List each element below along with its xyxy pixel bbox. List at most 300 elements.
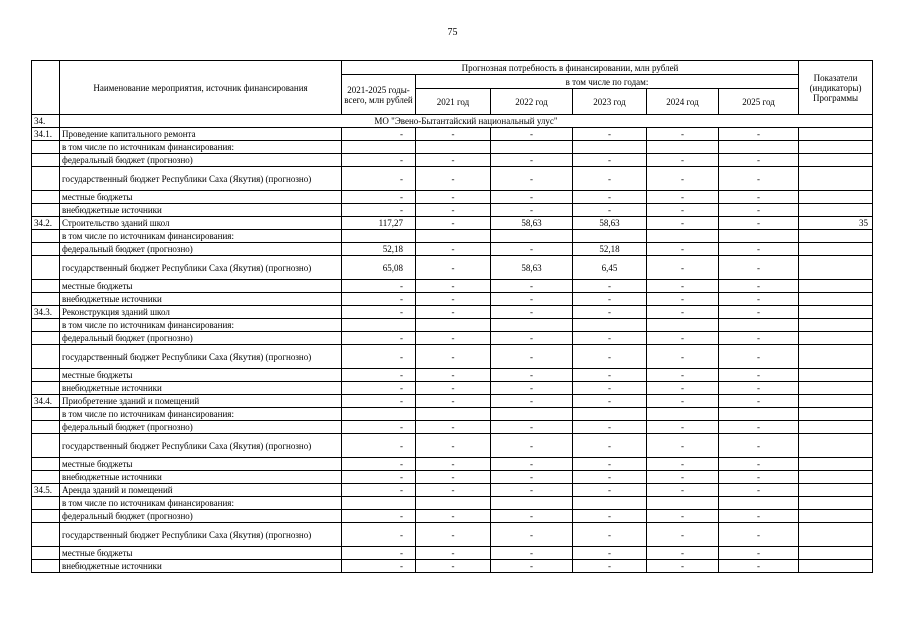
year-value: - xyxy=(573,484,647,497)
row-name: государственный бюджет Республики Саха (Якутия) (прогнозно) xyxy=(60,345,342,369)
total-value: - xyxy=(342,154,416,167)
year-value xyxy=(491,319,573,332)
indicator-value xyxy=(799,395,873,408)
total-value: - xyxy=(342,167,416,191)
indicator-value xyxy=(799,243,873,256)
year-value: - xyxy=(719,523,799,547)
indicator-value xyxy=(799,230,873,243)
table-row xyxy=(32,293,873,306)
indicator-value xyxy=(799,434,873,458)
table-row xyxy=(32,382,873,395)
year-value: - xyxy=(491,293,573,306)
row-number xyxy=(32,369,60,382)
indicator-value xyxy=(799,141,873,154)
table-row xyxy=(32,154,873,167)
indicator-value xyxy=(799,458,873,471)
row-name: федеральный бюджет (прогнозно) xyxy=(60,154,342,167)
table-row xyxy=(32,115,873,128)
indicator-value xyxy=(799,523,873,547)
year-value: - xyxy=(719,154,799,167)
year-value: - xyxy=(416,243,491,256)
year-value: - xyxy=(491,345,573,369)
year-value: - xyxy=(416,382,491,395)
year-value: - xyxy=(416,154,491,167)
table-row xyxy=(32,510,873,523)
year-value xyxy=(416,319,491,332)
year-value: - xyxy=(416,510,491,523)
year-value: - xyxy=(491,458,573,471)
year-value xyxy=(573,408,647,421)
total-value xyxy=(342,319,416,332)
table-row xyxy=(32,306,873,319)
row-name: федеральный бюджет (прогнозно) xyxy=(60,243,342,256)
year-value: - xyxy=(491,280,573,293)
year-value: - xyxy=(719,510,799,523)
header-name-cell: Наименование мероприятия, источник финансирования xyxy=(60,61,342,115)
year-value: - xyxy=(573,471,647,484)
table-row xyxy=(32,369,873,382)
header-year-cell: 2022 год xyxy=(491,89,573,115)
year-value: - xyxy=(573,395,647,408)
total-value: - xyxy=(342,547,416,560)
row-name: местные бюджеты xyxy=(60,547,342,560)
year-value: - xyxy=(416,345,491,369)
year-value: - xyxy=(719,243,799,256)
year-value: - xyxy=(416,293,491,306)
year-value: - xyxy=(573,154,647,167)
row-name: внебюджетные источники xyxy=(60,293,342,306)
year-value: - xyxy=(416,547,491,560)
row-name: Приобретение зданий и помещений xyxy=(60,395,342,408)
total-value: - xyxy=(342,510,416,523)
header-year-cell: 2021 год xyxy=(416,89,491,115)
row-name: федеральный бюджет (прогнозно) xyxy=(60,421,342,434)
row-name: местные бюджеты xyxy=(60,458,342,471)
table-row xyxy=(32,497,873,510)
year-value: - xyxy=(491,523,573,547)
row-name: местные бюджеты xyxy=(60,280,342,293)
table-row xyxy=(32,243,873,256)
indicator-value xyxy=(799,408,873,421)
row-number: 34.2. xyxy=(32,217,60,230)
total-value: - xyxy=(342,204,416,217)
table-row xyxy=(32,319,873,332)
row-name: Строительство зданий школ xyxy=(60,217,342,230)
row-number xyxy=(32,345,60,369)
year-value: - xyxy=(719,332,799,345)
year-value: - xyxy=(573,167,647,191)
table-row xyxy=(32,167,873,191)
year-value: - xyxy=(647,332,719,345)
row-name: Реконструкция зданий школ xyxy=(60,306,342,319)
year-value: - xyxy=(416,332,491,345)
year-value: 58,63 xyxy=(573,217,647,230)
year-value xyxy=(416,230,491,243)
total-value: - xyxy=(342,280,416,293)
row-number: 34.3. xyxy=(32,306,60,319)
header-year-cell: 2025 год xyxy=(719,89,799,115)
year-value: - xyxy=(416,471,491,484)
total-value: - xyxy=(342,395,416,408)
indicator-value xyxy=(799,293,873,306)
year-value: - xyxy=(719,204,799,217)
year-value: - xyxy=(647,382,719,395)
year-value: - xyxy=(491,547,573,560)
row-name: федеральный бюджет (прогнозно) xyxy=(60,510,342,523)
year-value: - xyxy=(416,395,491,408)
year-value xyxy=(416,408,491,421)
year-value: - xyxy=(719,306,799,319)
year-value: - xyxy=(573,382,647,395)
total-value: - xyxy=(342,306,416,319)
total-value xyxy=(342,408,416,421)
year-value: - xyxy=(491,243,573,256)
year-value: - xyxy=(573,560,647,573)
year-value: 58,63 xyxy=(491,256,573,280)
year-value: 58,63 xyxy=(491,217,573,230)
year-value: - xyxy=(491,484,573,497)
year-value: - xyxy=(647,306,719,319)
indicator-value xyxy=(799,547,873,560)
indicator-value xyxy=(799,497,873,510)
indicator-value xyxy=(799,560,873,573)
indicator-value xyxy=(799,167,873,191)
year-value xyxy=(719,408,799,421)
year-value: - xyxy=(573,293,647,306)
year-value xyxy=(491,141,573,154)
row-number xyxy=(32,256,60,280)
table-row xyxy=(32,217,873,230)
row-number xyxy=(32,332,60,345)
indicator-value xyxy=(799,332,873,345)
row-number: 34. xyxy=(32,115,60,128)
row-number xyxy=(32,547,60,560)
row-number xyxy=(32,243,60,256)
indicator-value xyxy=(799,421,873,434)
row-number xyxy=(32,497,60,510)
year-value: - xyxy=(719,191,799,204)
year-value: - xyxy=(416,484,491,497)
year-value xyxy=(416,141,491,154)
row-number: 34.4. xyxy=(32,395,60,408)
row-number xyxy=(32,434,60,458)
year-value: - xyxy=(416,256,491,280)
table-row xyxy=(32,256,873,280)
row-name: внебюджетные источники xyxy=(60,560,342,573)
table-row xyxy=(32,191,873,204)
total-value: - xyxy=(342,434,416,458)
row-name: федеральный бюджет (прогнозно) xyxy=(60,332,342,345)
year-value xyxy=(573,141,647,154)
total-value: - xyxy=(342,382,416,395)
indicator-value xyxy=(799,484,873,497)
year-value xyxy=(719,497,799,510)
year-value xyxy=(719,319,799,332)
table-row xyxy=(32,204,873,217)
row-number xyxy=(32,293,60,306)
total-value: - xyxy=(342,332,416,345)
total-value: 117,27 xyxy=(342,217,416,230)
total-value: - xyxy=(342,523,416,547)
total-value: 65,08 xyxy=(342,256,416,280)
year-value: - xyxy=(573,547,647,560)
year-value: - xyxy=(647,128,719,141)
year-value: - xyxy=(491,306,573,319)
table-row xyxy=(32,230,873,243)
table-body xyxy=(32,115,873,573)
year-value: - xyxy=(647,191,719,204)
year-value: - xyxy=(719,395,799,408)
year-value: - xyxy=(647,458,719,471)
year-value: - xyxy=(647,154,719,167)
year-value xyxy=(491,497,573,510)
row-number xyxy=(32,523,60,547)
row-number xyxy=(32,230,60,243)
row-number xyxy=(32,458,60,471)
year-value: - xyxy=(491,421,573,434)
year-value xyxy=(491,230,573,243)
year-value: - xyxy=(647,560,719,573)
total-value: - xyxy=(342,369,416,382)
year-value xyxy=(491,408,573,421)
indicator-value xyxy=(799,256,873,280)
year-value: - xyxy=(719,458,799,471)
row-name: внебюджетные источники xyxy=(60,382,342,395)
year-value: - xyxy=(573,204,647,217)
table-row xyxy=(32,128,873,141)
region-title: МО "Эвено-Бытантайский национальный улус" xyxy=(60,115,873,128)
year-value: - xyxy=(416,434,491,458)
row-name: Проведение капитального ремонта xyxy=(60,128,342,141)
total-value: - xyxy=(342,421,416,434)
year-value: - xyxy=(491,332,573,345)
header-by-years-cell: в том числе по годам: xyxy=(416,75,799,89)
row-number: 34.5. xyxy=(32,484,60,497)
row-number xyxy=(32,141,60,154)
year-value: - xyxy=(573,458,647,471)
header-indicators-cell: Показатели (индикаторы) Программы xyxy=(799,61,873,115)
year-value: - xyxy=(416,280,491,293)
indicator-value xyxy=(799,382,873,395)
year-value: - xyxy=(719,345,799,369)
indicator-value xyxy=(799,369,873,382)
year-value: - xyxy=(416,128,491,141)
total-value: - xyxy=(342,191,416,204)
indicator-value xyxy=(799,345,873,369)
year-value: - xyxy=(719,382,799,395)
row-name: внебюджетные источники xyxy=(60,204,342,217)
row-number xyxy=(32,154,60,167)
indicator-value xyxy=(799,280,873,293)
year-value: - xyxy=(573,280,647,293)
year-value: - xyxy=(647,293,719,306)
year-value: - xyxy=(573,369,647,382)
year-value: - xyxy=(491,560,573,573)
year-value: - xyxy=(647,167,719,191)
row-number xyxy=(32,560,60,573)
year-value: - xyxy=(491,128,573,141)
year-value: - xyxy=(719,560,799,573)
indicator-value xyxy=(799,204,873,217)
year-value xyxy=(719,230,799,243)
indicator-value xyxy=(799,128,873,141)
row-name: государственный бюджет Республики Саха (Якутия) (прогнозно) xyxy=(60,256,342,280)
row-number xyxy=(32,510,60,523)
year-value: - xyxy=(719,484,799,497)
year-value: - xyxy=(719,167,799,191)
year-value: - xyxy=(647,217,719,230)
year-value: - xyxy=(416,560,491,573)
year-value: - xyxy=(647,395,719,408)
year-value: - xyxy=(647,484,719,497)
row-name: местные бюджеты xyxy=(60,191,342,204)
year-value: - xyxy=(573,191,647,204)
total-value xyxy=(342,230,416,243)
row-name: внебюджетные источники xyxy=(60,471,342,484)
table-row xyxy=(32,345,873,369)
total-value: - xyxy=(342,458,416,471)
year-value: - xyxy=(647,471,719,484)
year-value: - xyxy=(491,395,573,408)
year-value: - xyxy=(416,523,491,547)
year-value: - xyxy=(719,471,799,484)
year-value: - xyxy=(647,547,719,560)
total-value: - xyxy=(342,560,416,573)
row-name: государственный бюджет Республики Саха (Якутия) (прогнозно) xyxy=(60,167,342,191)
year-value: - xyxy=(719,217,799,230)
year-value: - xyxy=(647,523,719,547)
year-value: - xyxy=(416,204,491,217)
row-name: в том числе по источникам финансирования: xyxy=(60,497,342,510)
year-value: - xyxy=(719,280,799,293)
year-value: - xyxy=(719,434,799,458)
year-value: 6,45 xyxy=(573,256,647,280)
table-row xyxy=(32,458,873,471)
total-value: - xyxy=(342,484,416,497)
year-value: - xyxy=(573,332,647,345)
row-name: в том числе по источникам финансирования: xyxy=(60,408,342,421)
year-value: - xyxy=(573,345,647,369)
total-value: 52,18 xyxy=(342,243,416,256)
indicator-value xyxy=(799,471,873,484)
header-year-cell: 2024 год xyxy=(647,89,719,115)
year-value: - xyxy=(647,280,719,293)
total-value xyxy=(342,497,416,510)
row-number: 34.1. xyxy=(32,128,60,141)
row-name: Аренда зданий и помещений xyxy=(60,484,342,497)
header-num-cell xyxy=(32,61,60,115)
year-value: - xyxy=(416,167,491,191)
total-value: - xyxy=(342,128,416,141)
year-value: - xyxy=(573,523,647,547)
year-value: - xyxy=(491,510,573,523)
year-value xyxy=(647,319,719,332)
year-value: - xyxy=(573,421,647,434)
year-value xyxy=(573,497,647,510)
year-value: - xyxy=(416,458,491,471)
year-value: - xyxy=(719,256,799,280)
year-value xyxy=(416,497,491,510)
year-value: - xyxy=(573,128,647,141)
year-value: - xyxy=(491,167,573,191)
total-value: - xyxy=(342,345,416,369)
year-value: - xyxy=(416,306,491,319)
table-row xyxy=(32,332,873,345)
year-value: - xyxy=(719,293,799,306)
header-year-cell: 2023 год xyxy=(573,89,647,115)
year-value: - xyxy=(719,421,799,434)
indicator-value xyxy=(799,510,873,523)
table-row xyxy=(32,141,873,154)
row-number xyxy=(32,191,60,204)
row-number xyxy=(32,471,60,484)
total-value xyxy=(342,141,416,154)
table-row xyxy=(32,408,873,421)
header-forecast-cell: Прогнозная потребность в финансировании, млн рублей xyxy=(342,61,799,75)
year-value: - xyxy=(491,382,573,395)
table-row xyxy=(32,547,873,560)
row-number xyxy=(32,167,60,191)
year-value: - xyxy=(647,256,719,280)
row-name: государственный бюджет Республики Саха (Якутия) (прогнозно) xyxy=(60,523,342,547)
year-value: - xyxy=(719,369,799,382)
table-row xyxy=(32,395,873,408)
year-value xyxy=(647,230,719,243)
table-row xyxy=(32,421,873,434)
year-value xyxy=(647,141,719,154)
year-value xyxy=(647,408,719,421)
indicator-value xyxy=(799,154,873,167)
year-value: - xyxy=(719,547,799,560)
year-value: 52,18 xyxy=(573,243,647,256)
year-value: - xyxy=(647,434,719,458)
year-value: - xyxy=(573,434,647,458)
year-value: - xyxy=(491,204,573,217)
indicator-value: 35 xyxy=(799,217,873,230)
indicator-value xyxy=(799,319,873,332)
year-value: - xyxy=(647,421,719,434)
year-value: - xyxy=(491,191,573,204)
table-row xyxy=(32,280,873,293)
table-row xyxy=(32,560,873,573)
year-value: - xyxy=(647,345,719,369)
page-number: 75 xyxy=(447,27,458,38)
row-name: государственный бюджет Республики Саха (Якутия) (прогнозно) xyxy=(60,434,342,458)
year-value: - xyxy=(491,369,573,382)
year-value: - xyxy=(573,510,647,523)
row-name: в том числе по источникам финансирования: xyxy=(60,141,342,154)
total-value: - xyxy=(342,293,416,306)
row-name: местные бюджеты xyxy=(60,369,342,382)
year-value: - xyxy=(647,369,719,382)
year-value: - xyxy=(573,306,647,319)
year-value xyxy=(573,230,647,243)
indicator-value xyxy=(799,306,873,319)
table-row xyxy=(32,484,873,497)
row-name: в том числе по источникам финансирования: xyxy=(60,319,342,332)
year-value: - xyxy=(416,217,491,230)
year-value xyxy=(573,319,647,332)
year-value: - xyxy=(416,369,491,382)
row-number xyxy=(32,408,60,421)
year-value: - xyxy=(647,510,719,523)
row-number xyxy=(32,382,60,395)
year-value: - xyxy=(647,204,719,217)
table-row xyxy=(32,471,873,484)
row-number xyxy=(32,280,60,293)
year-value: - xyxy=(416,421,491,434)
financing-table xyxy=(31,60,873,573)
